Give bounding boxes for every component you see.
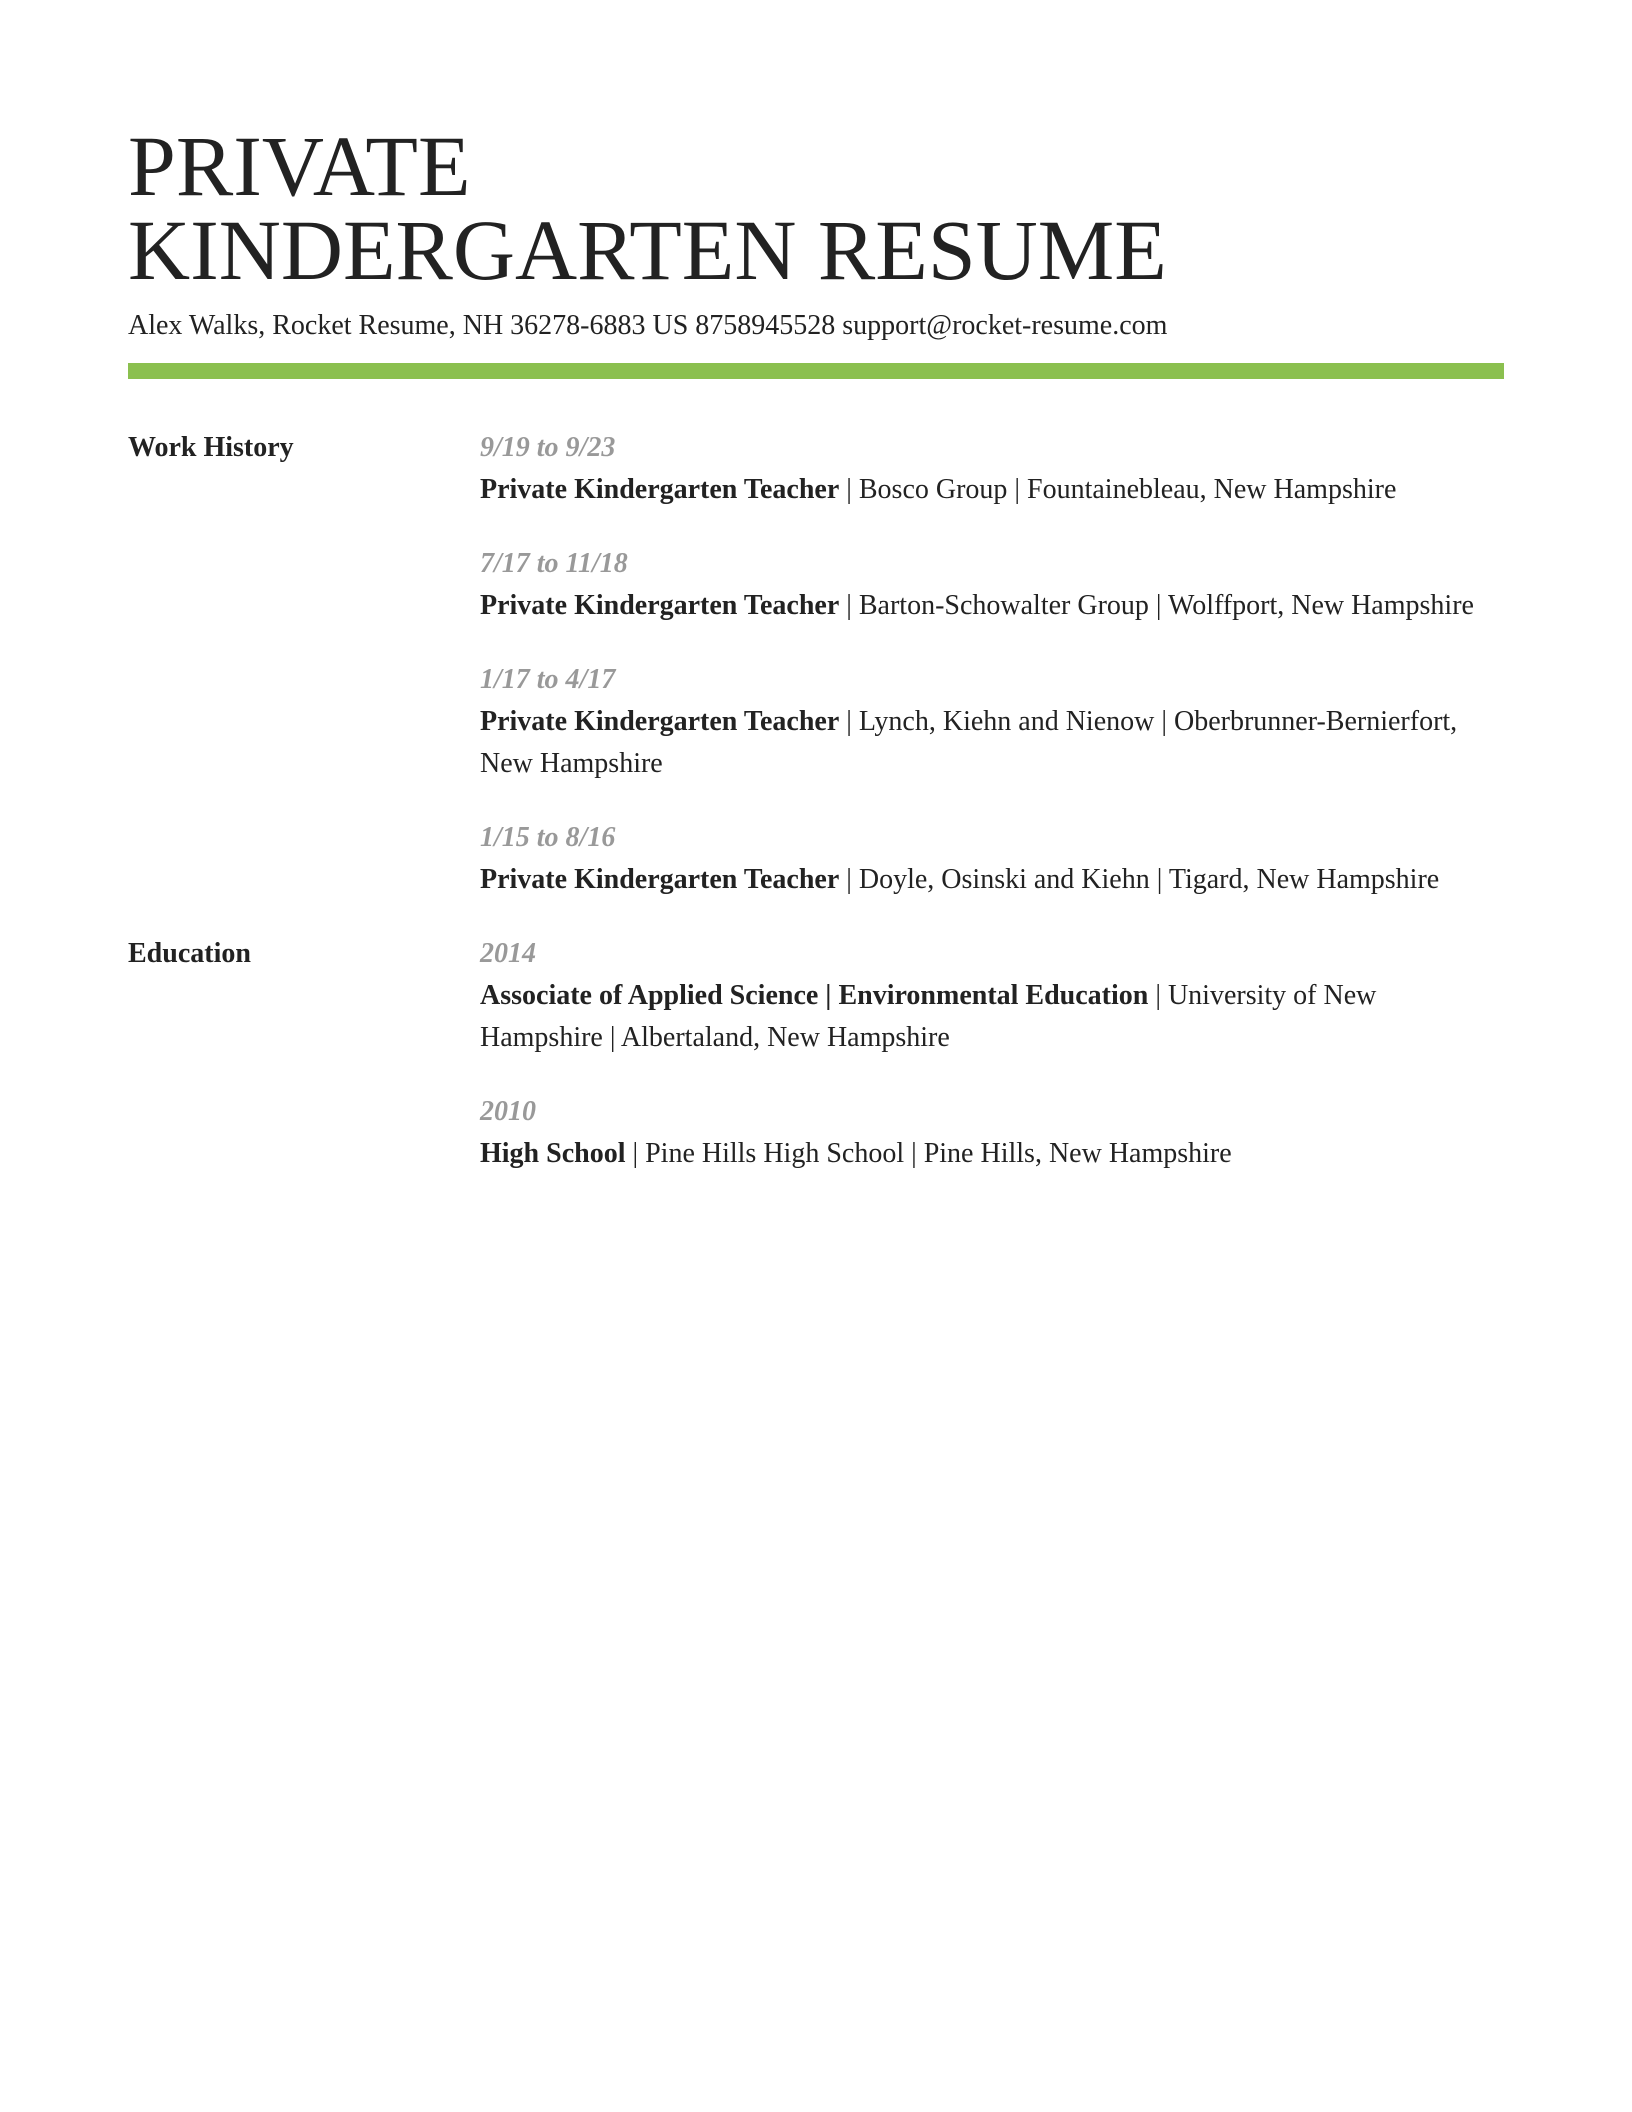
accent-divider: [128, 363, 1504, 379]
entry-date: 2010: [480, 1096, 536, 1127]
entry-description: [480, 859, 1504, 901]
entry-role: Private Kindergarten Teacher: [480, 864, 840, 895]
entry-description: [480, 701, 1504, 785]
entry-date: 7/17 to 11/18: [480, 548, 628, 579]
education-entry: [480, 1091, 1504, 1175]
contact-line: Alex Walks, Rocket Resume, NH 36278-6883 US 8758945528 support@rocket-resume.com: [128, 310, 1168, 341]
entry-details: | University of New Hampshire | Albertaland, New Hampshire: [480, 980, 1377, 1053]
entry-details: | Barton-Schowalter Group | Wolffport, New Hampshire: [839, 590, 1474, 621]
resume-title: [128, 118, 1504, 298]
entry-details: | Lynch, Kiehn and Nienow | Oberbrunner-Bernierfort, New Hampshire: [480, 706, 1458, 779]
resume-page: [128, 118, 1504, 1207]
entry-description: [480, 1133, 1504, 1175]
entry-date: 1/17 to 4/17: [480, 664, 616, 695]
entry-date: 2014: [480, 938, 536, 969]
education-section: [128, 933, 1504, 1207]
entry-role: Private Kindergarten Teacher: [480, 590, 840, 621]
entry-details: | Doyle, Osinski and Kiehn | Tigard, New Hampshire: [839, 864, 1440, 895]
entry-description: [480, 975, 1504, 1059]
entry-degree: High School: [480, 1138, 626, 1169]
section-heading: Education: [128, 938, 251, 969]
entry-details: | Pine Hills High School | Pine Hills, New Hampshire: [625, 1138, 1232, 1169]
education-entries: [480, 933, 1504, 1207]
entry-role: Private Kindergarten Teacher: [480, 706, 840, 737]
entry-degree: Associate of Applied Science | Environmental Education: [480, 980, 1149, 1011]
education-entry: [480, 933, 1504, 1059]
work-entry: [480, 543, 1504, 627]
entry-description: [480, 469, 1504, 511]
entry-description: [480, 585, 1504, 627]
entry-details: | Bosco Group | Fountainebleau, New Hampshire: [839, 474, 1397, 505]
work-entry: [480, 427, 1504, 511]
entry-role: Private Kindergarten Teacher: [480, 474, 840, 505]
work-entry: [480, 817, 1504, 901]
section-heading: Work History: [128, 432, 294, 463]
entry-date: 1/15 to 8/16: [480, 822, 616, 853]
title-line-1: PRIVATE: [128, 118, 471, 214]
work-history-section: [128, 427, 1504, 933]
title-line-2: KINDERGARTEN RESUME: [128, 202, 1167, 298]
work-entry: [480, 659, 1504, 785]
work-history-entries: [480, 427, 1504, 933]
entry-date: 9/19 to 9/23: [480, 432, 616, 463]
